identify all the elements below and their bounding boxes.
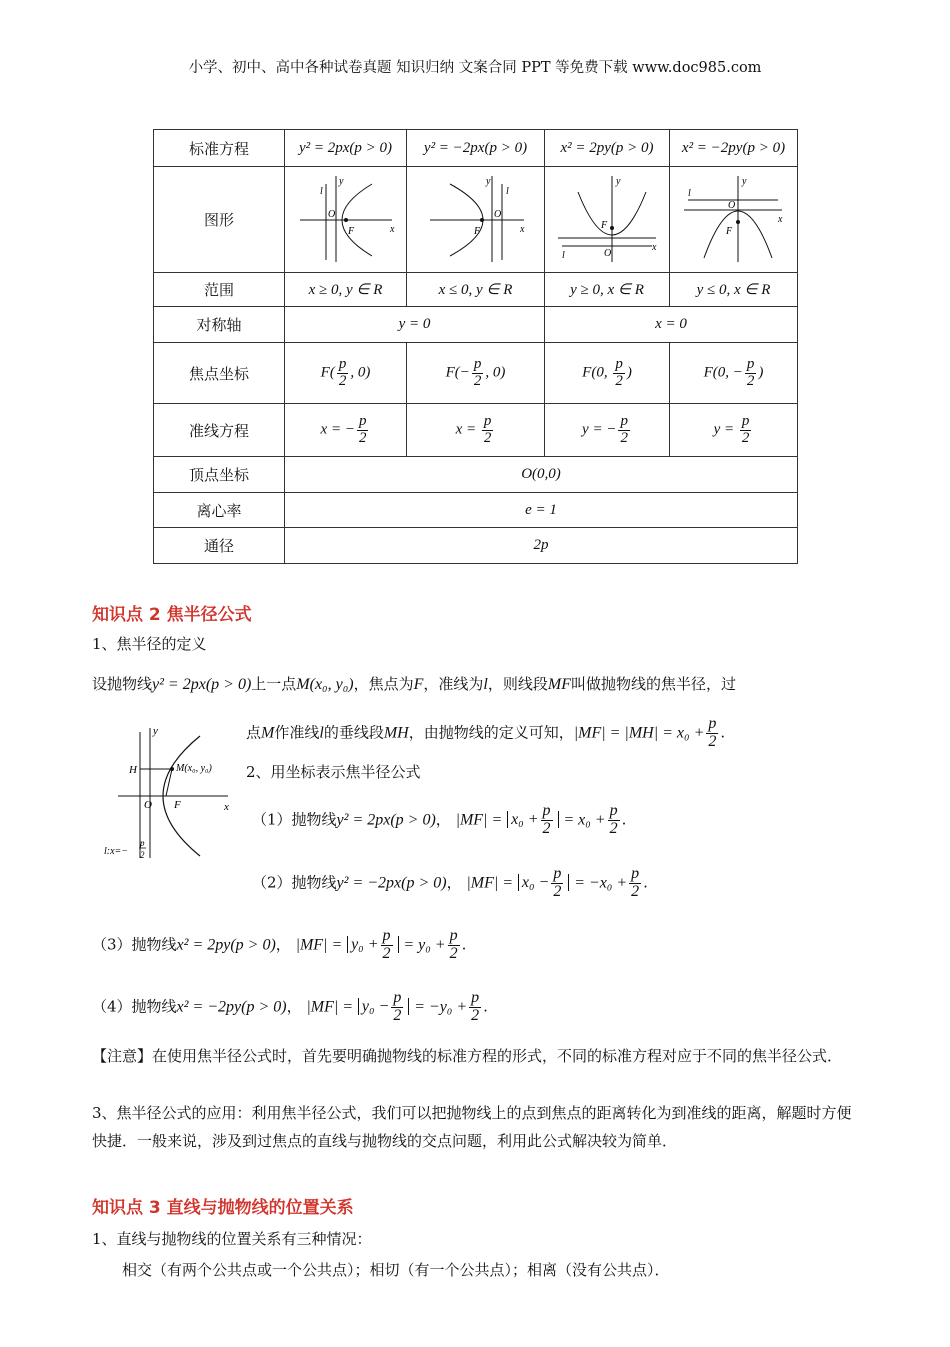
- focus-cell: F( $\frac{p}{2}$ , 0): [285, 343, 407, 404]
- row-label: 焦点坐标: [154, 343, 285, 404]
- s3-cases: 相交（有两个公共点或一个公共点）；相切（有一个公共点）；相离（没有公共点）．: [122, 1261, 670, 1279]
- graph-cell: [407, 167, 545, 273]
- label-y: y: [485, 175, 490, 187]
- page-header: 小学、初中、高中各种试卷真题 知识归纳 文案合同 PPT 等免费下载 www.doc985.com: [188, 60, 762, 76]
- label-x: x: [224, 801, 229, 813]
- focus-cell: F(− $\frac{p}{2}$ , 0): [407, 343, 545, 404]
- eccentricity-cell: e = 1: [285, 493, 798, 528]
- graph-cell: [670, 167, 798, 273]
- range-cell: y ≥ 0, x ∈ R: [545, 273, 670, 307]
- parabola-down-graph: [678, 170, 790, 266]
- label-l: l: [505, 185, 509, 197]
- section-3-title: 知识点 3 直线与抛物线的位置关系: [92, 1198, 354, 1218]
- label-O: O: [327, 208, 335, 220]
- label-O: O: [144, 799, 152, 811]
- range-cell: x ≤ 0, y ∈ R: [407, 273, 545, 307]
- label-directrix: l:x=−: [104, 846, 129, 857]
- range-cell: x ≥ 0, y ∈ R: [285, 273, 407, 307]
- directrix-cell: x = $\frac{p}{2}$: [407, 404, 545, 457]
- parabola-left-graph: [420, 170, 532, 266]
- directrix-cell: y = − $\frac{p}{2}$: [545, 404, 670, 457]
- label-l: l: [562, 249, 565, 261]
- s2-item-3-paragraph: 3、焦半径公式的应用：利用焦半径公式，我们可以把抛物线上的点到焦点的距离转化为到准线的距离，解题时方便快捷．一般来说，涉及到过焦点的直线与抛物线的交点问题，利用此公式解决较为简单．: [92, 1104, 852, 1150]
- row-label: 顶点坐标: [154, 457, 285, 493]
- case-1: （1）抛物线y² = 2px(p > 0)， |MF| = x₀ + $\frac{p}{2}$ = x₀ + $\frac{p}{2}$ .: [252, 802, 627, 838]
- definition-line: 设抛物线y² = 2px(p > 0)上一点M(x₀, y₀)，焦点为F，准线为l，则线段MF叫做抛物线的焦半径，过: [92, 675, 736, 693]
- row-label: 图形: [154, 167, 285, 273]
- directrix-cell: y = $\frac{p}{2}$: [670, 404, 798, 457]
- equation-cell: y² = 2px(p > 0): [285, 130, 407, 167]
- row-label: 准线方程: [154, 404, 285, 457]
- equation-cell: x² = −2py(p > 0): [670, 130, 798, 167]
- label-O: O: [493, 208, 501, 220]
- label-F: F: [473, 225, 480, 237]
- axis-cell: x = 0: [545, 307, 798, 343]
- label-M: M(x₀, y₀): [176, 763, 212, 774]
- directrix-cell: x = − $\frac{p}{2}$: [285, 404, 407, 457]
- label-l: l: [687, 187, 691, 199]
- label-F: F: [174, 799, 181, 811]
- label-F: F: [347, 225, 354, 237]
- s2-item-2-title: 2、用坐标表示焦半径公式: [246, 763, 421, 781]
- equation-cell: y² = −2px(p > 0): [407, 130, 545, 167]
- row-label: 标准方程: [154, 130, 285, 167]
- label-directrix-2: 2: [140, 850, 145, 860]
- focus-cell: F(0, − $\frac{p}{2}$ ): [670, 343, 798, 404]
- case-4: （4）抛物线x² = −2py(p > 0)， |MF| = y₀ − $\frac{p}{2}$ = −y₀ + $\frac{p}{2}$ .: [92, 989, 488, 1025]
- s2-item-1-title: 1、焦半径的定义: [92, 635, 207, 653]
- label-x: x: [777, 213, 782, 225]
- section-2-title: 知识点 2 焦半径公式: [92, 605, 252, 625]
- label-H: H: [129, 764, 137, 776]
- label-x: x: [519, 223, 524, 235]
- parabola-up-graph: [552, 170, 662, 266]
- label-y: y: [616, 175, 621, 187]
- label-directrix-p: p: [140, 838, 145, 848]
- case-2: （2）抛物线y² = −2px(p > 0)， |MF| = x₀ − $\frac{p}{2}$ = −x₀ + $\frac{p}{2}$ .: [252, 865, 648, 901]
- label-y: y: [338, 175, 343, 187]
- focus-cell: F(0, $\frac{p}{2}$ ): [545, 343, 670, 404]
- label-F: F: [725, 225, 732, 237]
- label-x: x: [652, 241, 657, 253]
- equation-cell: x² = 2py(p > 0): [545, 130, 670, 167]
- label-y: y: [153, 725, 158, 737]
- row-label: 对称轴: [154, 307, 285, 343]
- note-paragraph: 【注意】在使用焦半径公式时，首先要明确抛物线的标准方程的形式，不同的标准方程对应于不同的焦半径公式．: [92, 1047, 843, 1065]
- label-O: O: [604, 247, 612, 259]
- axis-cell: y = 0: [285, 307, 545, 343]
- range-cell: y ≤ 0, x ∈ R: [670, 273, 798, 307]
- label-F: F: [601, 219, 608, 231]
- graph-cell: [545, 167, 670, 273]
- definition-line-2: 点M作准线l的垂线段MH，由抛物线的定义可知，|MF| = |MH| = x₀ + $\frac{p}{2}$ .: [246, 715, 726, 750]
- label-O: O: [727, 199, 735, 211]
- row-label: 范围: [154, 273, 285, 307]
- label-y: y: [741, 175, 746, 187]
- latus-rectum-cell: 2p: [285, 528, 798, 564]
- label-l: l: [319, 185, 323, 197]
- label-x: x: [389, 223, 394, 235]
- row-label: 通径: [154, 528, 285, 564]
- parabola-properties-table: [153, 129, 798, 564]
- parabola-right-graph: [294, 170, 398, 266]
- graph-cell: [285, 167, 407, 273]
- s3-item-1-title: 1、直线与抛物线的位置关系有三种情况：: [92, 1230, 372, 1248]
- focal-radius-figure: [100, 722, 235, 862]
- case-3: （3）抛物线x² = 2py(p > 0)， |MF| = y₀ + $\frac{p}{2}$ = y₀ + $\frac{p}{2}$ .: [92, 927, 467, 963]
- vertex-cell: O(0,0): [285, 457, 798, 493]
- row-label: 离心率: [154, 493, 285, 528]
